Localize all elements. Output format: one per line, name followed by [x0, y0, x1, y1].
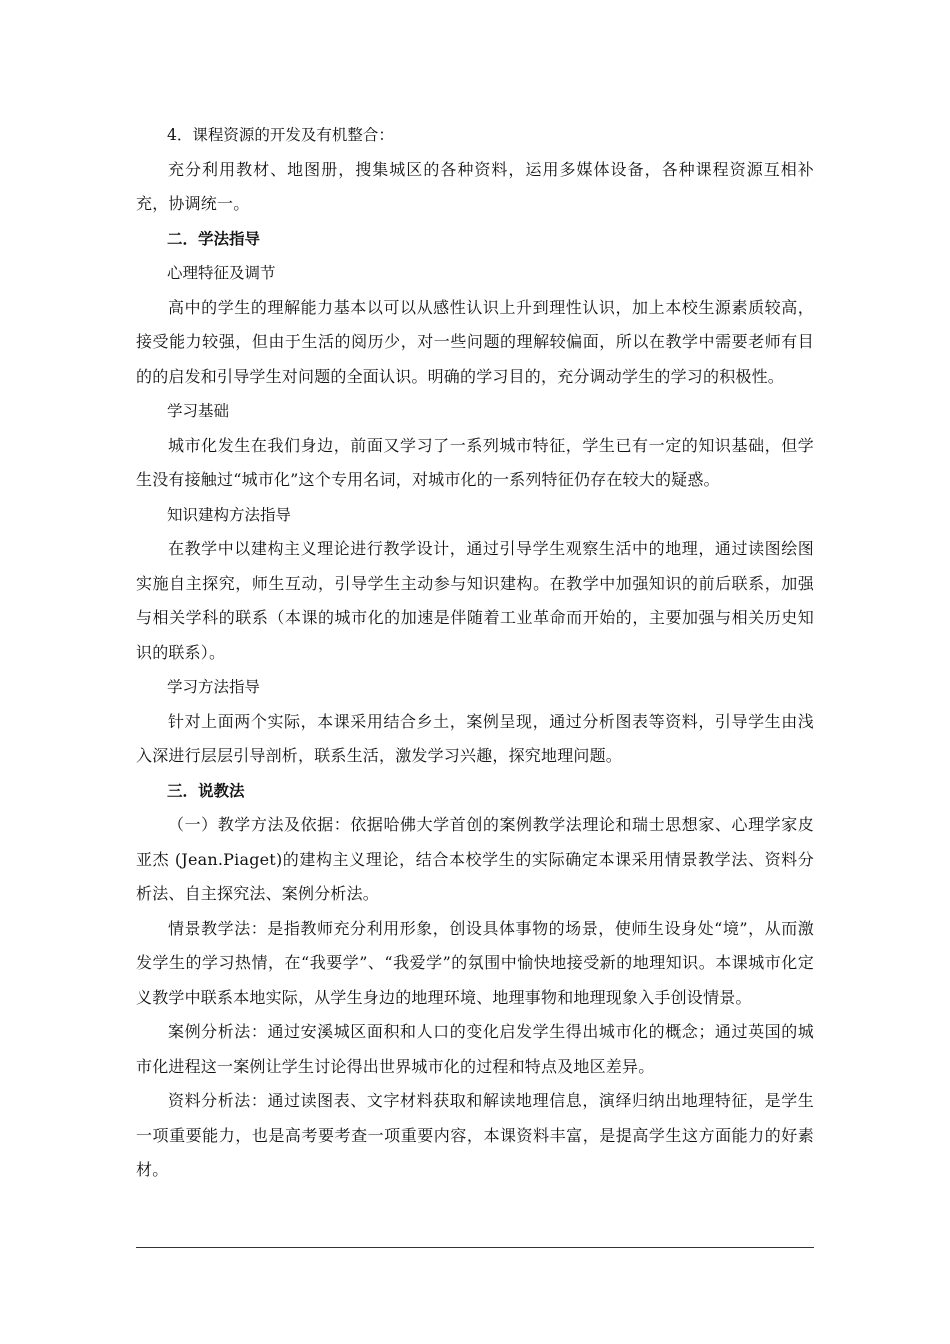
- teaching-method-heading: 三．说教法: [167, 781, 245, 800]
- study-guide-heading: 二．学法指导: [167, 229, 261, 248]
- scene-teaching-text: 情景教学法：是指教师充分利用形象，创设具体事物的场景，使师生设身处“境”，从而激发学生的学习热情，在“我要学”、“我爱学”的氛围中愉快地接受新的地理知识。本课城市化定义教学中联系本地实际，从学生身边的地理环境、地理事物和地理现象入手创设情景。: [136, 918, 814, 1007]
- basis-text: 城市化发生在我们身边，前面又学习了一系列城市特征，学生已有一定的知识基础，但学生没有接触过“城市化”这个专用名词，对城市化的一系列特征仍存在较大的疑惑。: [136, 435, 814, 489]
- learn-title: 学习方法指导: [167, 678, 261, 696]
- psych-title: 心理特征及调节: [167, 264, 276, 282]
- data-analysis-text: 资料分析法：通过读图表、文字材料获取和解读地理信息，演绎归纳出地理特征，是学生一项重要能力，也是高考要考查一项重要内容，本课资料丰富，是提高学生这方面能力的好素材。: [136, 1091, 814, 1179]
- section4-text: 充分利用教材、地图册，搜集城区的各种资料，运用多媒体设备，各种课程资源互相补充，协调统一。: [136, 159, 814, 213]
- section4-heading: 4．课程资源的开发及有机整合：: [167, 126, 394, 144]
- psych-text: 高中的学生的理解能力基本以可以从感性认识上升到理性认识，加上本校生源素质较高，接受能力较强，但由于生活的阅历少，对一些问题的理解较偏面，所以在教学中需要老师有目的的启发和引导学生对问题的全面认识。明确的学习目的，充分调动学生的学习的积极性。: [136, 297, 814, 386]
- document-body: [136, 118, 814, 1188]
- footer-divider: [136, 1247, 814, 1248]
- learn-text: 针对上面两个实际，本课采用结合乡土，案例呈现，通过分析图表等资料，引导学生由浅入深进行层层引导剖析，联系生活，激发学习兴趣，探究地理问题。: [136, 711, 814, 765]
- teaching-basis-text: （一）教学方法及依据：依据哈佛大学首创的案例教学法理论和瑞士思想家、心理学家皮亚杰 (Jean.Piaget)的建构主义理论，结合本校学生的实际确定本课采用情景教学法、资料分析法、自主探究法、案例分析法。: [136, 815, 814, 903]
- basis-title: 学习基础: [167, 402, 230, 420]
- method-text: 在教学中以建构主义理论进行教学设计，通过引导学生观察生活中的地理，通过读图绘图实施自主探究，师生互动，引导学生主动参与知识建构。在教学中加强知识的前后联系，加强与相关学科的联系（本课的城市化的加速是伴随着工业革命而开始的，主要加强与相关历史知识的联系）。: [136, 539, 814, 662]
- case-analysis-text: 案例分析法：通过安溪城区面积和人口的变化启发学生得出城市化的概念；通过英国的城市化进程这一案例让学生讨论得出世界城市化的过程和特点及地区差异。: [136, 1022, 814, 1076]
- method-title: 知识建构方法指导: [167, 505, 292, 524]
